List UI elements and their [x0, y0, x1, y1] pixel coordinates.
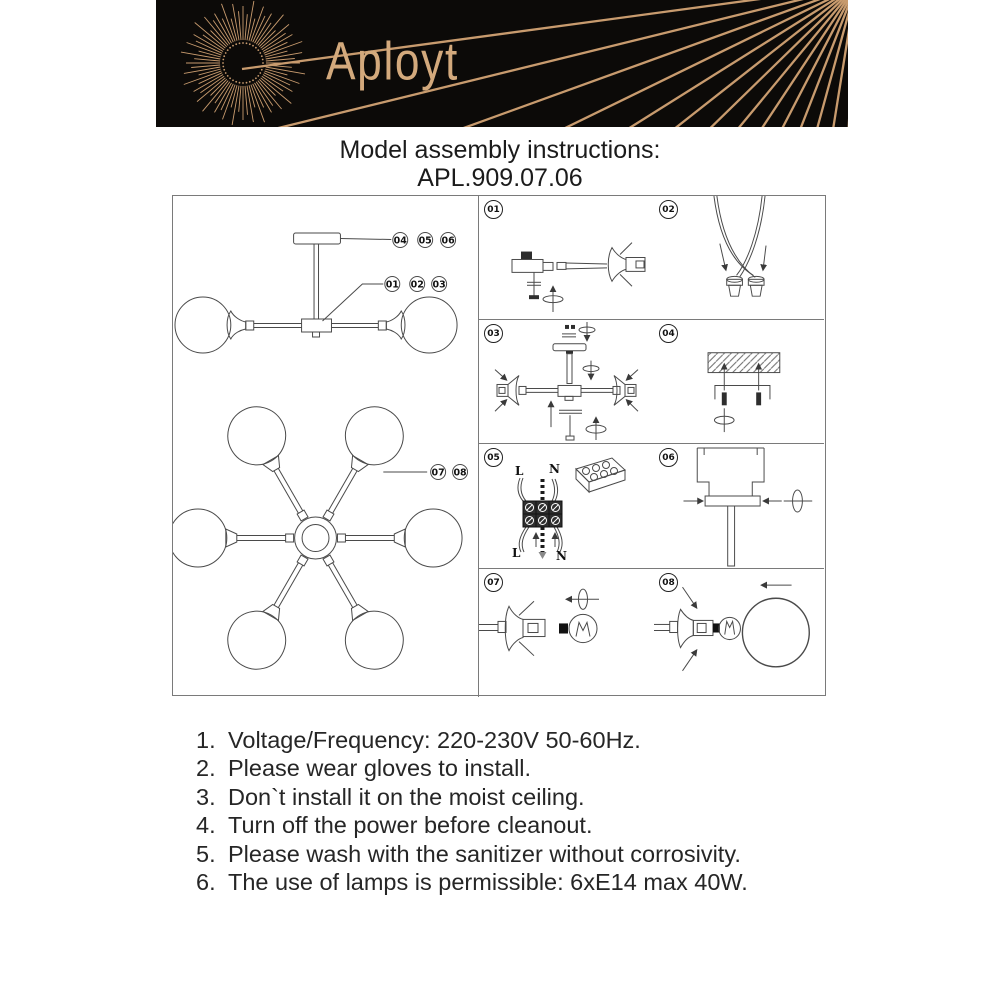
- wire-label-l-top: L: [515, 464, 524, 478]
- step-03-drawing: [479, 320, 654, 443]
- step-02-drawing: [654, 196, 824, 319]
- step-number-badge: 08: [659, 573, 678, 592]
- callout-label: 03: [432, 279, 446, 291]
- brand-banner: [156, 0, 848, 127]
- chandelier-overview-drawing: [173, 196, 478, 697]
- wire-label-n-top: N: [549, 462, 560, 476]
- note-text: Please wear gloves to install.: [228, 755, 532, 782]
- step-panel-04: [654, 320, 824, 444]
- callout-label: 08: [453, 467, 467, 479]
- step-number-badge: 05: [484, 448, 503, 467]
- note-number: 6.: [196, 869, 216, 896]
- note-item: [170, 811, 860, 839]
- note-text: Please wash with the sanitizer without corrosivity.: [228, 840, 741, 867]
- step-number-badge: 06: [659, 448, 678, 467]
- step-05-wiring-drawing: [479, 444, 654, 568]
- note-item: [170, 783, 860, 811]
- step-panel-05: [479, 444, 654, 569]
- note-text: Voltage/Frequency: 220-230V 50-60Hz.: [228, 727, 641, 753]
- brand-name: Aployt: [326, 31, 459, 92]
- note-number: 2.: [196, 755, 216, 782]
- step-number-badge: 04: [659, 324, 678, 343]
- wire-label-n-bottom: N: [556, 549, 567, 563]
- notes-list: [170, 726, 860, 896]
- page-title: Model assembly instructions:: [339, 136, 661, 164]
- note-item: [170, 726, 860, 754]
- step-01-drawing: [479, 196, 654, 319]
- step-number-badge: 01: [484, 200, 503, 219]
- step-08-drawing: [654, 569, 824, 694]
- note-item: [170, 868, 860, 896]
- note-item: [170, 840, 860, 868]
- callout-label: 05: [418, 235, 432, 247]
- note-number: 4.: [196, 812, 216, 839]
- callout-label: 04: [393, 235, 407, 247]
- step-number-badge: 03: [484, 324, 503, 343]
- step-panel-01: [479, 196, 654, 320]
- assembly-diagram: [172, 195, 826, 696]
- step-number-badge: 07: [484, 573, 503, 592]
- step-panel-06: [654, 444, 824, 569]
- top-view: [173, 396, 462, 680]
- step-06-drawing: [654, 444, 824, 568]
- note-text: Don`t install it on the moist ceiling.: [228, 783, 585, 810]
- side-view: [175, 233, 457, 353]
- callout-globe: [431, 465, 468, 480]
- callout-label: 06: [441, 235, 455, 247]
- step-panel-03: [479, 320, 654, 444]
- callout-plate: [393, 233, 456, 248]
- note-text: The use of lamps is permissible: 6xE14 max 40W.: [228, 869, 748, 896]
- note-item: [170, 754, 860, 782]
- note-number: 3.: [196, 783, 216, 810]
- callout-label: 07: [431, 467, 445, 479]
- step-panel-07: [479, 569, 654, 694]
- note-number: 5.: [196, 840, 216, 867]
- wire-label-l-bottom: L: [512, 546, 521, 560]
- step-number-badge: 02: [659, 200, 678, 219]
- model-number: APL.909.07.06: [417, 164, 583, 192]
- step-04-drawing: [654, 320, 824, 443]
- step-panel-08: [654, 569, 824, 694]
- banner-art: [156, 0, 848, 127]
- callout-hub: [385, 277, 447, 292]
- step-07-drawing: [479, 569, 654, 694]
- callout-label: 02: [410, 279, 424, 291]
- callout-label: 01: [385, 279, 399, 291]
- note-number: 1.: [196, 727, 216, 753]
- step-panel-02: [654, 196, 824, 320]
- note-text: Turn off the power before cleanout.: [228, 812, 593, 839]
- overview-panel: [173, 196, 479, 697]
